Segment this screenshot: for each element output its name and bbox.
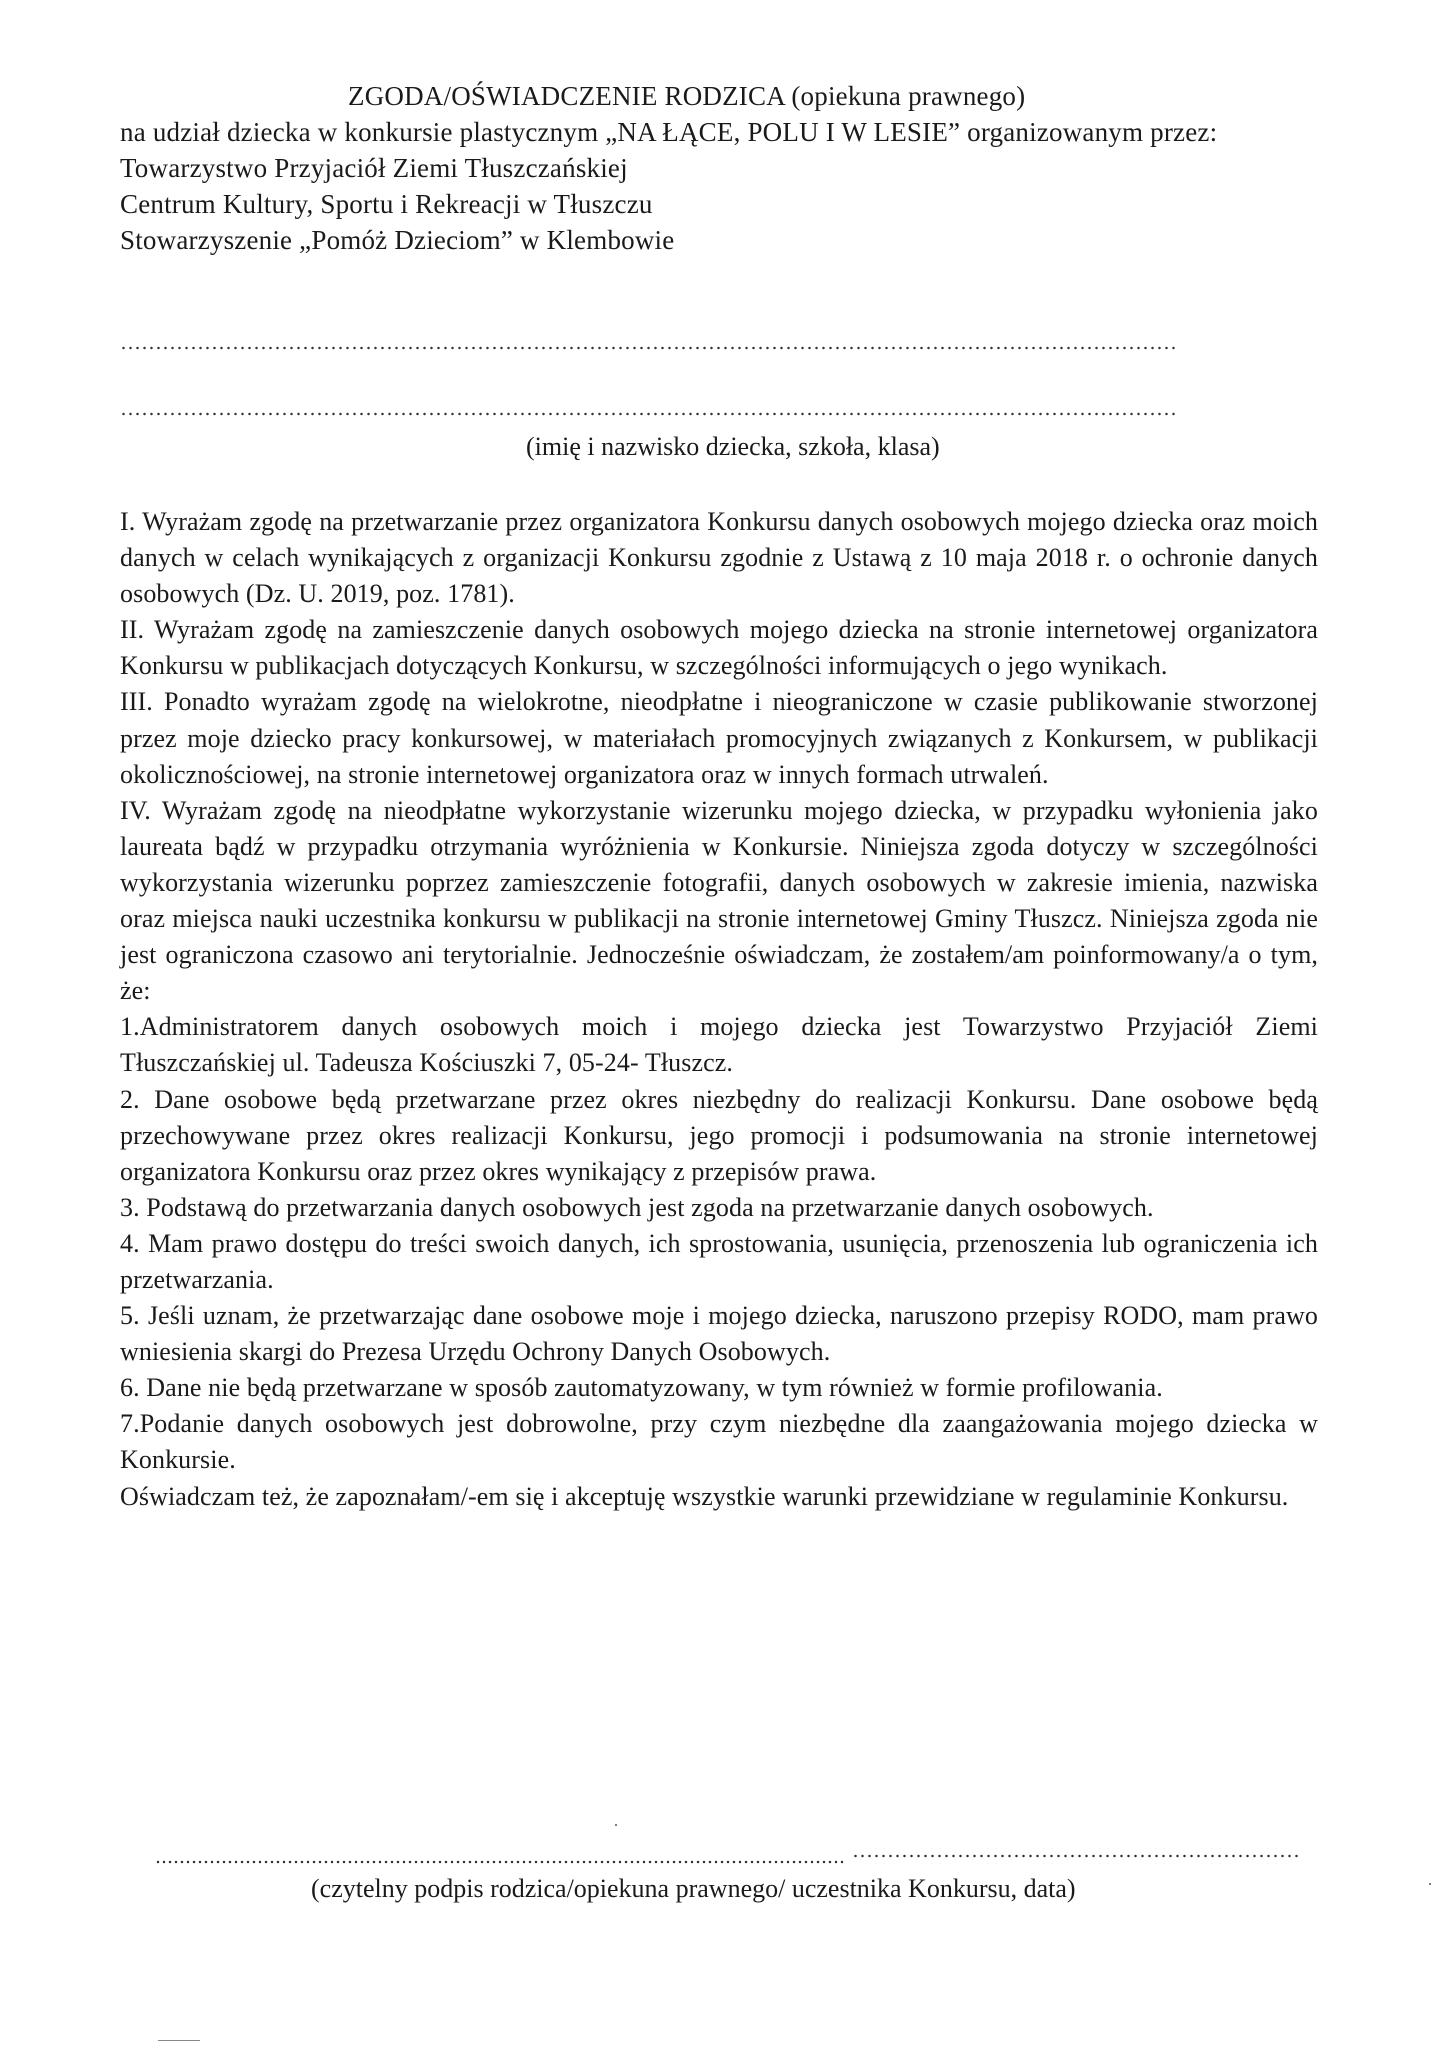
clause-4: 4. Mam prawo dostępu do treści swoich danych, ich sprostowania, usunięcia, przenoszenia lub ograniczenia ich przetwarzania. xyxy=(120,1228,1318,1294)
scan-speck xyxy=(615,1824,617,1826)
paragraph-iii: III. Ponadto wyrażam zgodę na wielokrotne, nieodpłatne i nieograniczone w czasie publikowanie stworzonej przez moje dziecko pracy konkursowej, w materiałach promocyjnych związanych z Konkursem, w publikacji okolicznościowej, na stronie internetowej organizatora oraz w innych formach utrwaleń. xyxy=(120,687,1318,789)
paragraph-i: I. Wyrażam zgodę na przetwarzanie przez organizatora Konkursu danych osobowych mojego dziecka oraz moich danych w celach wynikających z organizacji Konkursu zgodnie z Ustawą z 10 maja 2018 r. o ochronie danych osobowych (Dz. U. 2019, poz. 1781). xyxy=(120,507,1318,609)
child-data-field-line-2[interactable] xyxy=(120,412,1178,416)
consent-body xyxy=(120,504,1318,1515)
header-line-contest: na udział dziecka w konkursie plastycznym „NA ŁĄCE, POLU I W LESIE” organizowanym przez: xyxy=(120,117,1218,147)
signature-field-line[interactable] xyxy=(155,1860,845,1864)
child-data-field-line-1[interactable] xyxy=(120,346,1178,350)
signature-caption: (czytelny podpis rodzica/opiekuna prawnego/ uczestnika Konkursu, data) xyxy=(311,1874,1076,1903)
closing-statement: Oświadczam też, że zapoznałam/-em się i akceptuję wszystkie warunki przewidziane w regulaminie Konkursu. xyxy=(120,1481,1289,1511)
form-header xyxy=(120,78,1340,258)
date-field-line[interactable] xyxy=(852,1854,1300,1858)
paragraph-ii: II. Wyrażam zgodę na zamieszczenie danych osobowych mojego dziecka na stronie internetowej organizatora Konkursu w publikacjach dotyczących Konkursu, w szczególności informujących o jego wynikach. xyxy=(120,615,1318,681)
header-line-organizer-1: Towarzystwo Przyjaciół Ziemi Tłuszczańskiej xyxy=(120,153,628,183)
scan-mark xyxy=(158,2040,200,2041)
scan-speck xyxy=(1429,1883,1431,1885)
header-line-organizer-2: Centrum Kultury, Sportu i Rekreacji w Tłuszczu xyxy=(120,189,653,219)
clause-1: 1.Administratorem danych osobowych moich i mojego dziecka jest Towarzystwo Przyjaciół Ziemi Tłuszczańskiej ul. Tadeusza Kościuszki 7, 05-24- Tłuszcz. xyxy=(120,1012,1318,1078)
child-field-caption: (imię i nazwisko dziecka, szkoła, klasa) xyxy=(526,432,940,461)
clause-7: 7.Podanie danych osobowych jest dobrowolne, przy czym niezbędne dla zaangażowania mojego dziecka w Konkursie. xyxy=(120,1409,1318,1475)
clause-5: 5. Jeśli uznam, że przetwarzając dane osobowe moje i mojego dziecka, naruszono przepisy RODO, mam prawo wniesienia skargi do Prezesa Urzędu Ochrony Danych Osobowych. xyxy=(120,1301,1318,1367)
form-title: ZGODA/OŚWIADCZENIE RODZICA (opiekuna prawnego) xyxy=(348,81,1026,111)
paragraph-iv: IV. Wyrażam zgodę na nieodpłatne wykorzystanie wizerunku mojego dziecka, w przypadku wyłonienia jako laureata bądź w przypadku otrzymania wyróżnienia w Konkursie. Niniejsza zgoda dotyczy w szczególności wykorzystania wizerunku poprzez zamieszczenie fotografii, danych osobowych w zakresie imienia, nazwiska oraz miejsca nauki uczestnika konkursu w publikacji na stronie internetowej Gminy Tłuszcz. Niniejsza zgoda nie jest ograniczona czasowo ani terytorialnie. Jednocześnie oświadczam, że zostałem/am poinformowany/a o tym, że: xyxy=(120,795,1318,1006)
clause-6: 6. Dane nie będą przetwarzane w sposób zautomatyzowany, w tym również w formie profilowania. xyxy=(120,1373,1163,1403)
clause-3: 3. Podstawą do przetwarzania danych osobowych jest zgoda na przetwarzanie danych osobowych. xyxy=(120,1192,1154,1222)
header-line-organizer-3: Stowarzyszenie „Pomóż Dzieciom” w Klembowie xyxy=(120,225,675,255)
clause-2: 2. Dane osobowe będą przetwarzane przez okres niezbędny do realizacji Konkursu. Dane osobowe będą przechowywane przez okres realizacji Konkursu, jego promocji i podsumowania na stronie internetowej organizatora Konkursu oraz przez okres wynikający z przepisów prawa. xyxy=(120,1084,1318,1186)
